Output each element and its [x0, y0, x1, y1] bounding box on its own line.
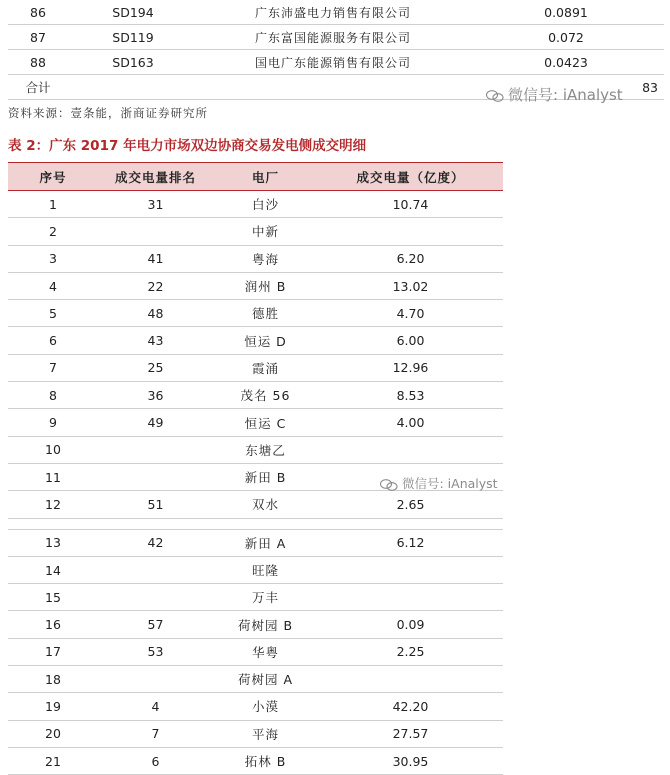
cell-volume [318, 556, 503, 583]
cell-rank: 25 [98, 354, 213, 381]
cell-volume: 2.25 [318, 638, 503, 665]
table-row [8, 218, 503, 245]
cell-empty [98, 518, 213, 529]
cell-plant: 荷树园 A [213, 666, 318, 693]
cell-no: 13 [8, 529, 98, 556]
cell-no: 20 [8, 720, 98, 747]
cell-no: 88 [8, 50, 68, 75]
cell-plant: 平海 [213, 720, 318, 747]
cell-plant: 中新 [213, 218, 318, 245]
cell-volume: 27.57 [318, 720, 503, 747]
cell-rank: 31 [98, 191, 213, 218]
cell-no: 5 [8, 300, 98, 327]
cell-rank: 41 [98, 245, 213, 272]
table-row [8, 191, 503, 218]
cell-plant: 拓林 B [213, 747, 318, 774]
cell-empty [213, 518, 318, 529]
header-cell-no: 序号 [8, 163, 98, 191]
cell-rank: 42 [98, 529, 213, 556]
cell-plant: 小漠 [213, 693, 318, 720]
cell-volume: 4.00 [318, 409, 503, 436]
table-row [8, 436, 503, 463]
cell-plant: 恒运 C [213, 409, 318, 436]
cell-company: 广东沛盛电力销售有限公司 [198, 0, 468, 25]
cell-rank: 51 [98, 491, 213, 518]
watermark [380, 474, 498, 492]
cell-code: SD163 [68, 50, 198, 75]
watermark [486, 84, 623, 105]
table-gap-row [8, 518, 503, 529]
cell-no: 16 [8, 611, 98, 638]
table-row [8, 638, 503, 665]
cell-volume [318, 584, 503, 611]
cell-rank: 49 [98, 409, 213, 436]
cell-plant: 荷树园 B [213, 611, 318, 638]
table-row [8, 50, 664, 75]
cell-rank: 36 [98, 382, 213, 409]
cell-plant: 白沙 [213, 191, 318, 218]
table-row [8, 272, 503, 299]
cell-empty [68, 75, 198, 100]
cell-no: 6 [8, 327, 98, 354]
cell-volume: 6.00 [318, 327, 503, 354]
table-row [8, 245, 503, 272]
table-row [8, 611, 503, 638]
cell-volume: 6.12 [318, 529, 503, 556]
section-title: 表 2：广东 2017 年电力市场双边协商交易发电侧成交明细 [8, 138, 367, 154]
cell-rank: 57 [98, 611, 213, 638]
cell-rank: 4 [98, 693, 213, 720]
cell-no: 11 [8, 463, 98, 490]
cell-plant: 新田 B [213, 463, 318, 490]
cell-no: 9 [8, 409, 98, 436]
table-row [8, 354, 503, 381]
cell-rank [98, 556, 213, 583]
cell-no: 18 [8, 666, 98, 693]
watermark-text: 微信号: iAnalyst [402, 476, 498, 491]
cell-volume: 2.65 [318, 491, 503, 518]
table-row [8, 720, 503, 747]
cell-code: SD194 [68, 0, 198, 25]
cell-value: 0.072 [468, 25, 664, 50]
cell-plant: 德胜 [213, 300, 318, 327]
cell-value: 0.0891 [468, 0, 664, 25]
cell-no: 14 [8, 556, 98, 583]
cell-rank: 48 [98, 300, 213, 327]
cell-plant: 旺隆 [213, 556, 318, 583]
table-row [8, 0, 664, 25]
cell-plant: 新田 A [213, 529, 318, 556]
cell-value: 0.0423 [468, 50, 664, 75]
cell-rank: 53 [98, 638, 213, 665]
total-label: 合计 [8, 75, 68, 100]
table-row [8, 327, 503, 354]
cell-volume: 10.74 [318, 191, 503, 218]
table-row [8, 491, 503, 518]
cell-code: SD119 [68, 25, 198, 50]
cell-volume: 12.96 [318, 354, 503, 381]
cell-empty [198, 75, 468, 100]
cell-no: 1 [8, 191, 98, 218]
cell-no: 8 [8, 382, 98, 409]
cell-no: 7 [8, 354, 98, 381]
cell-volume: 0.09 [318, 611, 503, 638]
cell-rank: 7 [98, 720, 213, 747]
total-value: 83 [468, 75, 664, 100]
cell-no: 4 [8, 272, 98, 299]
cell-volume: 4.70 [318, 300, 503, 327]
cell-no: 2 [8, 218, 98, 245]
cell-rank [98, 436, 213, 463]
cell-plant: 恒运 D [213, 327, 318, 354]
cell-plant: 粤海 [213, 245, 318, 272]
table-row [8, 666, 503, 693]
cell-company: 国电广东能源销售有限公司 [198, 50, 468, 75]
cell-plant: 东塘乙 [213, 436, 318, 463]
table-row [8, 584, 503, 611]
header-cell-plant: 电厂 [213, 163, 318, 191]
cell-volume: 6.20 [318, 245, 503, 272]
cell-no: 12 [8, 491, 98, 518]
table-row [8, 300, 503, 327]
watermark-text: 微信号: iAnalyst [508, 86, 623, 104]
cell-no: 21 [8, 747, 98, 774]
table-header-row [8, 163, 503, 191]
header-cell-rank: 成交电量排名 [98, 163, 213, 191]
cell-empty [8, 518, 98, 529]
table-row [8, 409, 503, 436]
wechat-icon [486, 90, 504, 102]
header-cell-volume: 成交电量（亿度） [318, 163, 503, 191]
cell-empty [318, 518, 503, 529]
cell-rank: 43 [98, 327, 213, 354]
cell-no: 15 [8, 584, 98, 611]
cell-volume [318, 436, 503, 463]
wechat-icon [380, 479, 398, 491]
cell-volume: 13.02 [318, 272, 503, 299]
cell-volume [318, 666, 503, 693]
cell-volume [318, 218, 503, 245]
cell-plant: 双水 [213, 491, 318, 518]
cell-rank [98, 463, 213, 490]
cell-plant: 润州 B [213, 272, 318, 299]
cell-volume: 8.53 [318, 382, 503, 409]
cell-rank: 6 [98, 747, 213, 774]
cell-plant: 霞涌 [213, 354, 318, 381]
cell-no: 86 [8, 0, 68, 25]
cell-volume: 30.95 [318, 747, 503, 774]
table-row [8, 556, 503, 583]
cell-no: 19 [8, 693, 98, 720]
table-row [8, 529, 503, 556]
table-row [8, 25, 664, 50]
cell-rank: 22 [98, 272, 213, 299]
cell-volume: 42.20 [318, 693, 503, 720]
cell-company: 广东富国能源服务有限公司 [198, 25, 468, 50]
table-row [8, 382, 503, 409]
main-table [8, 162, 503, 775]
cell-plant: 茂名 56 [213, 382, 318, 409]
cell-rank [98, 584, 213, 611]
source-note: 资料来源：壹条能，浙商证券研究所 [8, 106, 208, 120]
cell-no: 87 [8, 25, 68, 50]
cell-no: 17 [8, 638, 98, 665]
cell-no: 3 [8, 245, 98, 272]
cell-rank [98, 666, 213, 693]
table-row [8, 693, 503, 720]
cell-rank [98, 218, 213, 245]
cell-plant: 华粤 [213, 638, 318, 665]
cell-plant: 万丰 [213, 584, 318, 611]
cell-no: 10 [8, 436, 98, 463]
table-row [8, 747, 503, 774]
